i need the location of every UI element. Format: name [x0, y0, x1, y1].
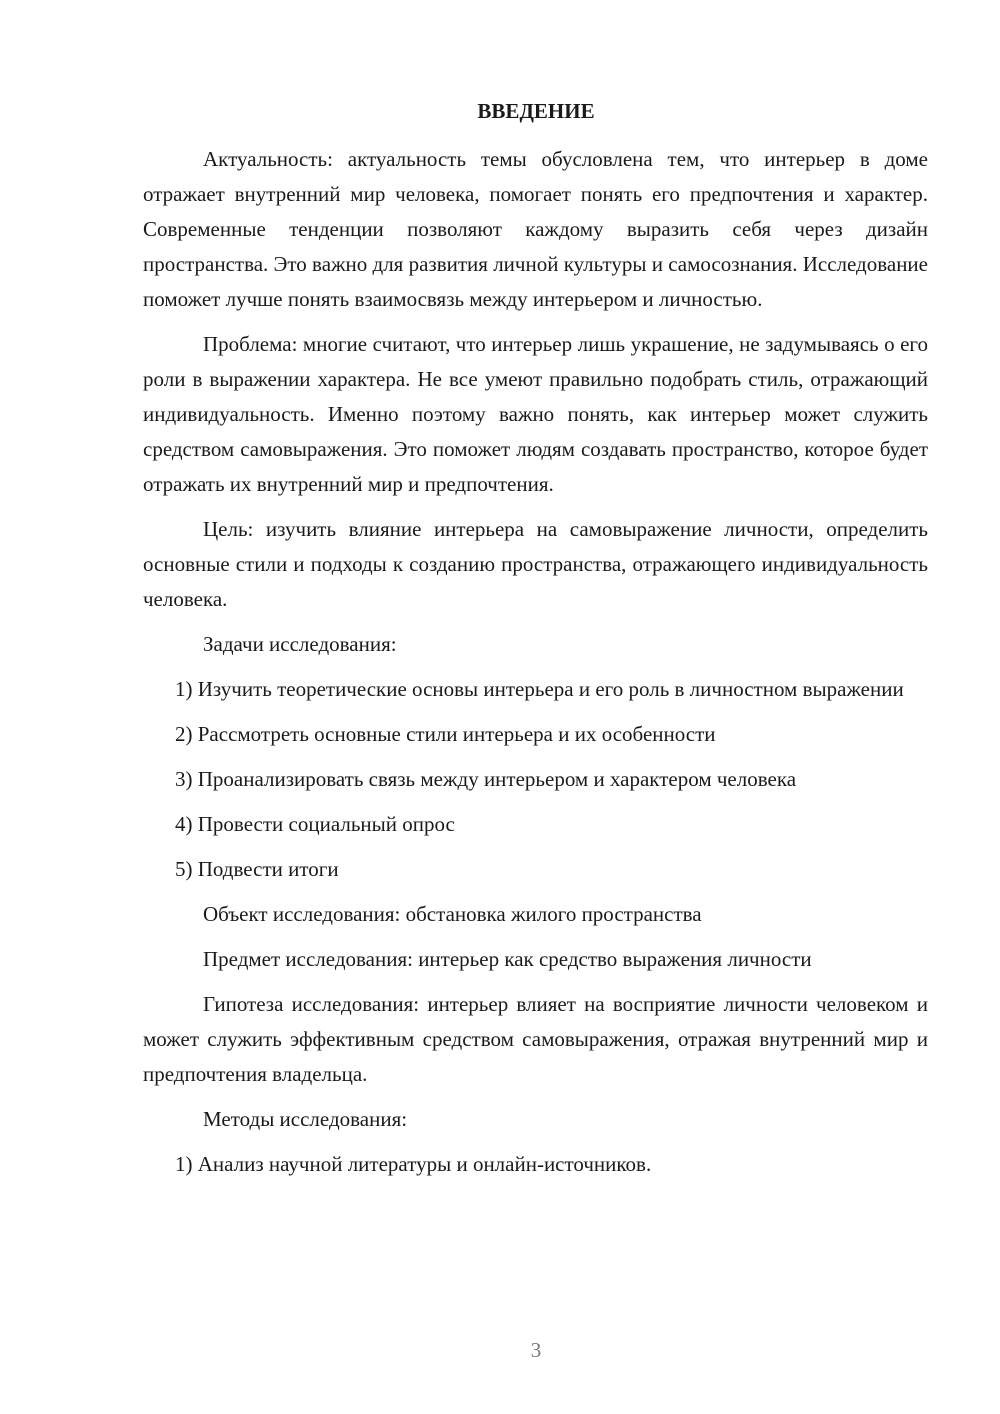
method-item: 1) Анализ научной литературы и онлайн-источников. [175, 1152, 652, 1176]
methods-title: Методы исследования: [203, 1107, 408, 1131]
problem-paragraph: Проблема: многие считают, что интерьер лишь украшение, не задумываясь о его роли в выражении характера. Не все умеют правильно подобрать стиль, отражающий индивидуальность. Именно поэтому важно понять, как интерьер может служить средством самовыражения. Это поможет людям создавать пространство, которое будет отражать их внутренний мир и предпочтения. [143, 332, 928, 496]
hypothesis-paragraph: Гипотеза исследования: интерьер влияет на восприятие личности человеком и может служить эффективным средством самовыражения, отражая внутренний мир и предпочтения владельца. [143, 992, 928, 1086]
task-item: 4) Провести социальный опрос [175, 812, 455, 836]
tasks-title: Задачи исследования: [203, 632, 397, 656]
page-body [143, 142, 928, 1192]
task-item: 1) Изучить теоретические основы интерьера и его роль в личностном выражении [175, 677, 904, 701]
task-item: 5) Подвести итоги [175, 857, 339, 881]
goal-paragraph: Цель: изучить влияние интерьера на самовыражение личности, определить основные стили и подходы к созданию пространства, отражающего индивидуальность человека. [143, 517, 928, 611]
relevance-paragraph: Актуальность: актуальность темы обусловлена тем, что интерьер в доме отражает внутренний мир человека, помогает понять его предпочтения и характер. Современные тенденции позволяют каждому выразить себя через дизайн пространства. Это важно для развития личной культуры и самосознания. Исследование поможет лучше понять взаимосвязь между интерьером и личностью. [143, 147, 928, 311]
section-heading: ВВЕДЕНИЕ [477, 99, 595, 123]
subject-paragraph: Предмет исследования: интерьер как средство выражения личности [203, 947, 812, 971]
task-item: 2) Рассмотреть основные стили интерьера и их особенности [175, 722, 716, 746]
object-paragraph: Объект исследования: обстановка жилого пространства [203, 902, 702, 926]
task-item: 3) Проанализировать связь между интерьером и характером человека [175, 767, 797, 791]
page-number: 3 [530, 1338, 542, 1362]
